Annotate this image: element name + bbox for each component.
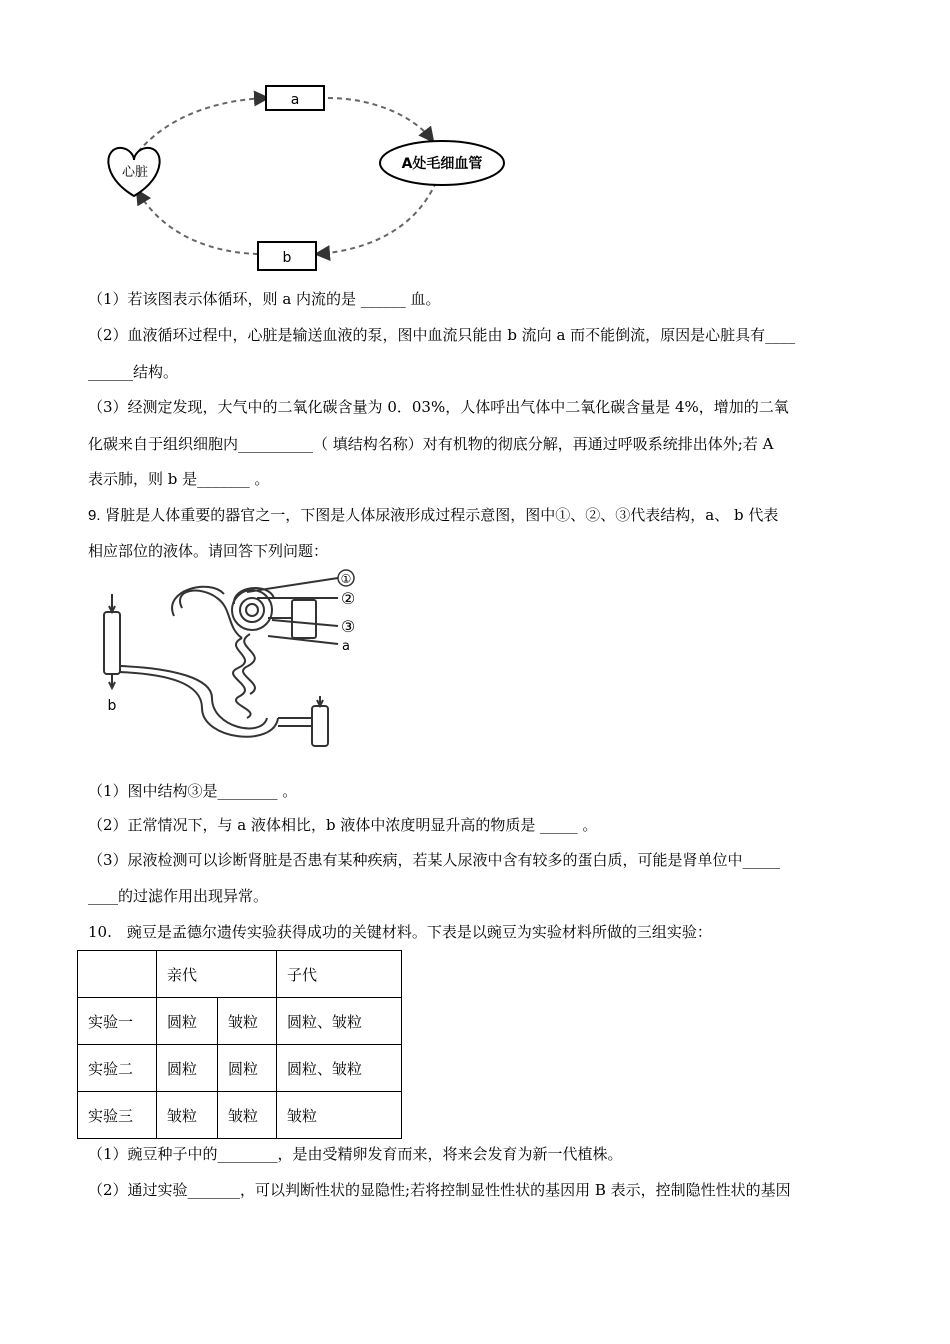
capillary-label: A处毛细血管: [401, 156, 483, 172]
table-cell: 子代: [277, 951, 402, 998]
circulation-diagram: [100, 78, 520, 288]
box-b-label: b: [282, 250, 292, 266]
label-2: ②: [340, 589, 356, 608]
table-cell: 实验一: [78, 998, 157, 1045]
q9-sub1: （1）图中结构③是________ 。: [88, 782, 298, 800]
label-3: ③: [340, 617, 356, 636]
table-row: [78, 951, 402, 998]
q8-sub1: （1）若该图表示体循环，则 a 内流的是 ______ 血。: [88, 290, 441, 308]
table-cell: 皱粒: [157, 1092, 218, 1139]
table-cell: 皱粒: [218, 998, 277, 1045]
q8-sub2-line1: （2）血液循环过程中，心脏是输送血液的泵，图中血流只能由 b 流向 a 而不能倒流，原因是心脏具有____: [88, 326, 796, 344]
q9-stem-line2: 相应部位的液体。请回答下列问题：: [88, 542, 329, 560]
table-cell: 圆粒、皱粒: [277, 1045, 402, 1092]
table-cell: 圆粒: [157, 1045, 218, 1092]
q8-sub3-line2: 化碳来自于组织细胞内__________（ 填结构名称）对有机物的彻底分解，再通过呼吸系统排出体外;若 A: [88, 435, 774, 453]
label-b: b: [107, 698, 117, 714]
table-cell: [78, 951, 157, 998]
q9-stem-text: 肾脏是人体重要的器官之一，下图是人体尿液形成过程示意图，图中①、②、③代表结构，a、 b 代表: [100, 506, 779, 524]
label-a: a: [342, 639, 350, 654]
q8-sub3-line1: （3）经测定发现，大气中的二氧化碳含量为 0．03%，人体呼出气体中二氧化碳含量是 4%，增加的二氧: [88, 398, 789, 416]
q10-stem: 10. 豌豆是孟德尔遗传实验获得成功的关键材料。下表是以豌豆为实验材料所做的三组实验：: [88, 923, 712, 941]
q8-sub2-line2: ______结构。: [88, 363, 179, 381]
nephron-drawing: [104, 578, 338, 746]
heart-label: 心脏: [121, 165, 149, 180]
nephron-diagram: [82, 568, 382, 753]
q8-sub3-line3: 表示肺，则 b 是_______ 。: [88, 470, 270, 488]
table-cell: 圆粒、皱粒: [277, 998, 402, 1045]
table-cell: 圆粒: [218, 1045, 277, 1092]
table-cell: 实验三: [78, 1092, 157, 1139]
table-row: [78, 998, 402, 1045]
table-cell: 实验二: [78, 1045, 157, 1092]
q10-sub2: （2）通过实验_______，可以判断性状的显隐性;若将控制显性性状的基因用 B 表示，控制隐性性状的基因: [88, 1181, 791, 1199]
q9-stem-line1: [88, 505, 778, 526]
experiment-table: [77, 950, 402, 1139]
q9-sub3-line2: ____的过滤作用出现异常。: [88, 887, 269, 905]
table-cell: 圆粒: [157, 998, 218, 1045]
label-1: ①: [340, 572, 352, 586]
table-cell: 亲代: [157, 951, 277, 998]
q9-sub2: （2）正常情况下，与 a 液体相比，b 液体中浓度明显升高的物质是 _____ 。: [88, 816, 598, 834]
table-row: [78, 1045, 402, 1092]
q9-sub3-line1: （3）尿液检测可以诊断肾脏是否患有某种疾病，若某人尿液中含有较多的蛋白质，可能是肾单位中_____: [88, 851, 781, 869]
table-cell: 皱粒: [277, 1092, 402, 1139]
box-a-label: a: [290, 92, 300, 108]
q9-number: 9.: [88, 507, 101, 524]
table-row: [78, 1092, 402, 1139]
table-cell: 皱粒: [218, 1092, 277, 1139]
q10-sub1: （1）豌豆种子中的________，是由受精卵发育而来，将来会发育为新一代植株。: [88, 1145, 623, 1163]
